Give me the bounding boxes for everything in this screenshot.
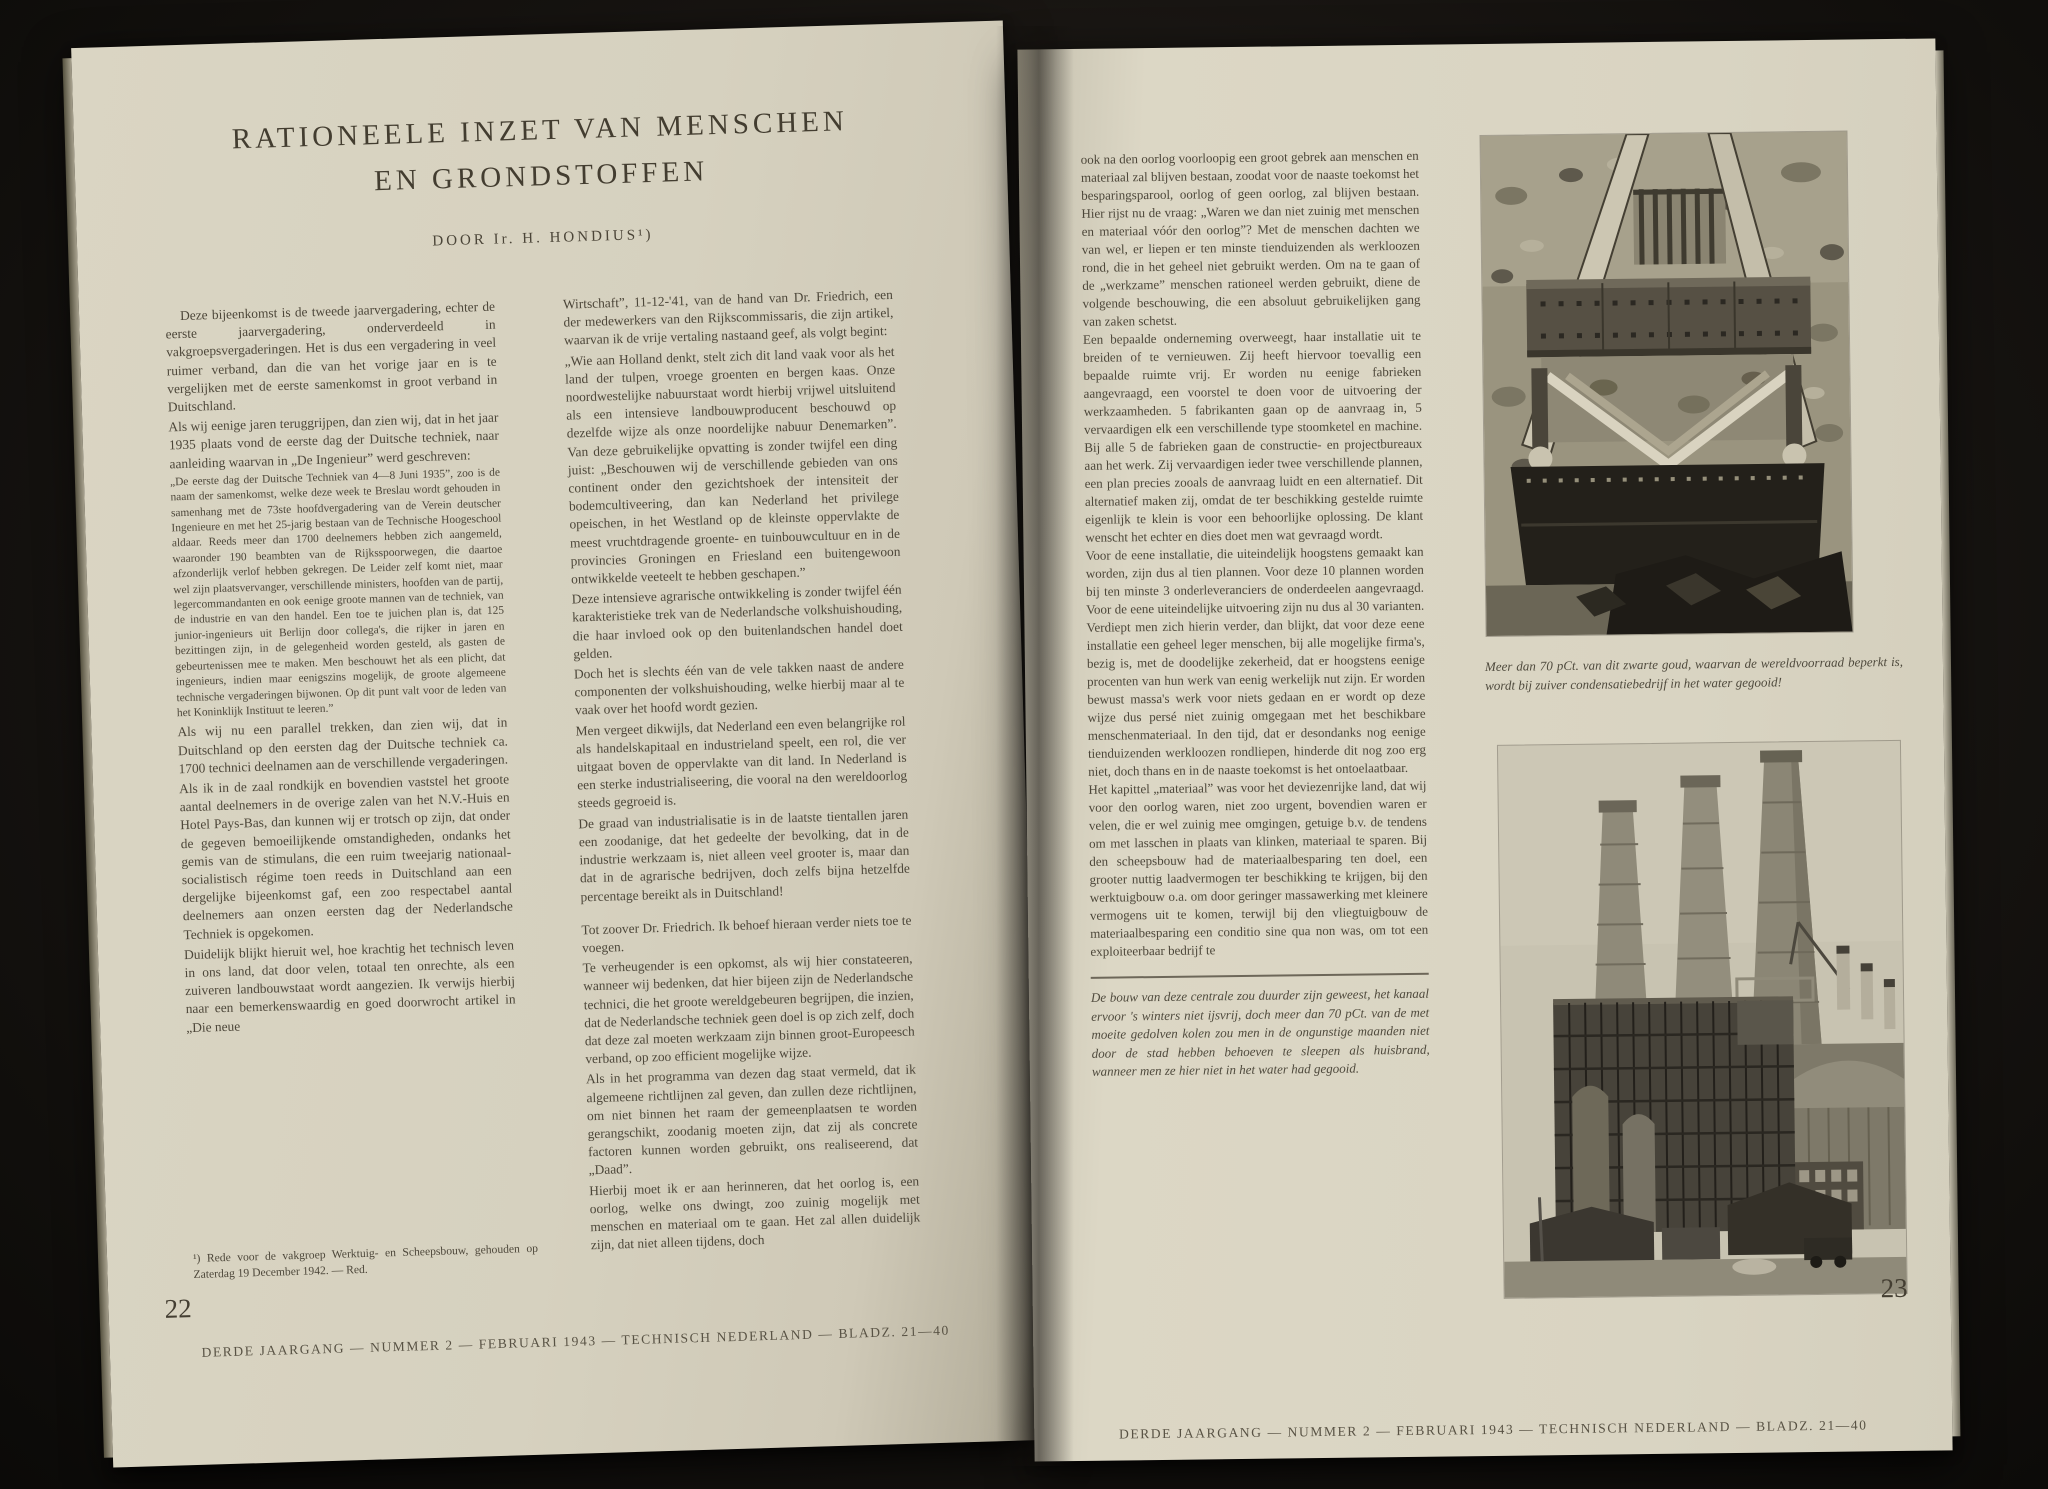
paragraph: Duidelijk blijkt hieruit wel, hoe krachtig het technisch leven in ons land, dat door velen, totaal ten onrechte, als een zuiveren landbouwstaat wordt aangezien. Ik verwijs hierbij naar een bemerkenswaardig en goed doorwrocht artikel in „Die neue	[183, 937, 516, 1035]
page-number-right: 23	[1880, 1272, 1908, 1304]
paragraph: Deze bijeenkomst is de tweede jaarvergadering, echter de eerste jaarvergadering, onderverdeeld in vakgroepsvergaderingen. Het is dus een vergadering in veel ruimer verband, dan die van het vorige jaar en is te vergelijken met de eerste samenkomst in groot verband in Duitschland.	[165, 298, 498, 415]
paragraph: Deze intensieve agrarische ontwikkeling is zonder twijfel één karakteristieke trek van de Nederlandsche volkshuishouding, die haar invloed ook op den buitenlandschen handel doet gelden.	[571, 581, 903, 662]
paragraph: Doch het is slechts één van de vele takken naast de andere componenten der volkshuishouding, welke hierbij maar al te vaak over het hoofd wordt gezien.	[573, 656, 905, 718]
article-title-line1: RATIONEELE INZET VAN MENSCHEN	[231, 105, 849, 156]
photo-caption-top: Meer dan 70 pCt. van dit zwarte goud, waarvan de wereldvoorraad beperkt is, wordt bij zuiver condensatiebedrijf in het water gegooid!	[1484, 653, 1904, 693]
block-quote: „De eerste dag der Duitsche Techniek van 4—8 Juni 1935”, zoo is de naam der samenkomst, welke deze week te Breslau wordt gehouden in samenhang met de 73ste hoofdvergadering van de Verein deutscher Ingenieure en met het 25-jarig bestaan van de Technische Hoogeschool aldaar. Reeds meer dan 1700 deelnemers hebben zich aangemeld, waaronder 190 beambten van de Rijksspoorwegen, die daartoe afzonderlijk verlof hebben gekregen. De Leider zelf komt niet, maar wel zijn plaatsvervanger, verschillende ministers, hoofden van de partij, legercommandanten en ook eenige groote mannen van de techniek, van de industrie en van den handel. Een toe te juichen plan is, dat 125 junior-ingenieurs uit Berlijn door collega's, die rijker in jaren en bezittingen zijn, in de gelegenheid worden gesteld, als gasten de gebeurtenissen mee te maken. Men beschouwt het als een plicht, dat ingenieurs, indien maar eenigszins mogelijk, de groote algemeene technische vergaderingen bijwonen. Op dit punt valt voor de leden van het Koninklijk Instituut te leeren.”	[169, 466, 507, 720]
paragraph: Te verheugender is een opkomst, als wij hier constateeren, wanneer wij bedenken, dat hier bijeen zijn de Nederlandsche technici, die het groote wereldgebeuren begrijpen, die inzien, dat de Nederlandsche techniek geen doel is op zich zelf, doch dat deze zal moeten werkzaam zijn binnen groot-Europeesch verband, op zoo efficient mogelijke wijze.	[582, 950, 915, 1067]
photo-coal-grab-image	[1480, 132, 1852, 636]
paragraph: Als ik in de zaal rondkijk en bovendien vaststel het groote aantal deelnemers in de overige zalen van het N.V.-Huis en Hotel Pays-Bas, dan kunnen wij er trotsch op zijn, dat onder de gegeven bemoeilijkende omstandigheden, ondanks het gemis van de stimulans, die een ruim tweejarig nationaal-socialistisch régime toen reeds in Duitschland aan een dergelijke bijeenkomst gaf, een zoo respectabel aantal deelnemers aan onzen eersten dag der Nederlandsche Techniek is opgekomen.	[178, 771, 514, 942]
paragraph: Voor de eene installatie, die uiteindelijk hoogstens gemaakt kan worden, zijn dus al tien plannen. Voor deze 10 plannen worden bij ten minste 3 onderleveranciers de onderdeelen aangevraagd. Voor de eene uiteindelijke uitvoering zijn nu dus al 30 varianten. Verdiept men zich hierin verder, dan blijkt, dat voor deze eene installatie een geheel leger menschen, bij alle mogelijke firma's, bezig is, met de doodelijke zekerheid, dat er hoogstens eenige procenten van hun werk van eenig werkelijk nut zijn. Er worden bewust massa's werk voor niets gedaan en er wordt op deze wijze dus persé niet zuinig omgegaan met het beschikbare menschenmateriaal. In den tijd, dat er desondanks nog eenige tienduizenden werkloozen rondliepen, hinderde dit nog zoo erg niet, doch thans en in de naaste toekomst is het ontoelaatbaar.	[1085, 543, 1427, 779]
journal-footer-left: DERDE JAARGANG — NUMMER 2 — FEBRUARI 1943 — TECHNISCH NEDERLAND — BLADZ. 21—40	[201, 1322, 951, 1360]
photo-coal-grab	[1480, 132, 1852, 636]
paragraph: Hierbij moet ik er aan herinneren, dat het oorlog is, een oorlog, welke ons dwingt, zoo zuinig mogelijk met menschen en materiaal om te gaan. Het zal allen duidelijk zijn, dat niet alleen tijdens, doch	[589, 1173, 921, 1253]
text-columns	[165, 285, 957, 1269]
paragraph: Tot zoover Dr. Friedrich. Ik behoef hieraan verder niets toe te voegen.	[581, 912, 912, 956]
paragraph: Men vergeet dikwijls, dat Nederland een even belangrijke rol als handelskapitaal en industrieland speelt, een rol, die ver uitgaat boven de oppervlakte van dit land. In Nederland is een sterke industrialiseering, die vooral na den wereldoorlog steeds gegroeid is.	[575, 713, 908, 811]
photo-power-station	[1498, 741, 1907, 1298]
photo-caption-bottom: De bouw van deze centrale zou duurder zijn geweest, het kanaal ervoor 's winters niet ijsvrij, doch meer dan 70 pCt. van de met moeite gedolven kolen zou men in de ongunstige maanden niet door de stad hebben behoeven te sleepen als huisbrand, wanneer men ze hier niet in het water had gegooid.	[1090, 985, 1430, 1079]
column-right	[1081, 147, 1430, 1082]
article-title	[74, 100, 1008, 207]
caption-rule	[1091, 973, 1429, 979]
paragraph: Een bepaalde onderneming overweegt, haar installatie uit te breiden of te vernieuwen. Zij heeft hiervoor toevallig een bepaalde ruimte vrij. Er worden nu eenige fabrieken aangevraagd, een voorstel te doen voor de uitvoering der werkzaamheden. 5 fabrikanten gaan op de aanvraag in, 5 vervaardigen elk een verschillende type stoomketel en machine. Bij alle 5 de fabrieken gaan de constructie- en projectbureaux aan het werk. Zij vervaardigen ieder twee verschillende plannen, een plan precies zooals de aanvraag luidt en een alternatief. Dit alternatief maken zij, omdat de ter beschikking gestelde ruimte eigenlijk te klein is voor een behoorlijke oplossing. De klant wenscht het echter en dies doet men wat gevraagd wordt.	[1082, 327, 1424, 545]
page-right	[1017, 38, 1952, 1461]
article-title-line2: EN GRONDSTOFFEN	[373, 155, 709, 198]
page-number-left: 22	[164, 1293, 193, 1324]
column-2	[563, 286, 921, 1257]
paragraph: Als in het programma van dezen dag staat vermeld, dat ik algemeene richtlijnen zal geven, dan zullen deze richtlijnen, om niet binnen het raam der gemeenplaatsen te worden gerangschikt, zoodanig moeten zijn, dat zij als concrete factoren kunnen worden gebruikt, ons realiseerend, dat „Daad”.	[585, 1061, 919, 1178]
paragraph: De graad van industrialisatie is in de laatste tientallen jaren een zoodanige, dat het gedeelte der bevolking, dat in de industrie werkzaam is, niet alleen veel grooter is, maar dan dat in de agrarische bedrijven, doch zelfs bijna hetzelfde percentage bereikt als in Duitschland!	[578, 806, 911, 904]
paragraph: Het kapittel „materiaal” was voor het deviezenrijke land, dat wij voor den oorlog waren, niet zoo urgent, bovendien waren er velen, die er wel zuinig mee omgingen, getuige b.v. de tendens om met lasschen in plaats van klinken, materiaal te sparen. Bij den scheepsbouw had de materiaalbesparing ten doel, een grooter nuttig laadvermogen ter beschikking te krijgen, bij den werktuigbouw o.a. om door geringer massawerking met kleinere vermogens uit te komen, terwijl bij den vliegtuigbouw de materiaalbesparing een conditio sine qua non was, om tot een exploiteerbaar bedrijf te	[1088, 777, 1429, 959]
column-1	[165, 298, 523, 1269]
paragraph: ook na den oorlog voorloopig een groot gebrek aan menschen en materiaal zal blijven bestaan, zoodat voor de naaste toekomst het besparingsparool, oorlog of geen oorlog, zal blijven bestaan. Hier rijst nu de vraag: „Waren we dan niet zuinig met menschen en materiaal vóór den oorlog”? Met de menschen dachten we van wel, er liepen er ten minste tienduizenden als werkloozen rond, die in het geheel niet gebruikt werden. Om na te gaan of de „werkzame” menschen rationeel werden gebruikt, diene de volgende beschouwing, die een absoluut gebruikelijken gang van zaken schetst.	[1080, 147, 1421, 329]
paragraph: Wirtschaft”, 11-12-'41, van de hand van Dr. Friedrich, een der medewerkers van den Rijkscommissaris, die zijn artikel, waarvan ik de vrije vertaling nastaand geef, als volgt begint:	[562, 286, 894, 349]
paragraph: „Wie aan Holland denkt, stelt zich dit land vaak voor als het land der tulpen, vroege groenten en bergen kaas. Onze noordwestelijke nabuurstaat wordt hierbij vrijwel uitsluitend als een intensieve landbouwproducent beschouwd op dezelfde wijze als onze noordelijke nabuur Denemarken”. Van deze gebruikelijke opvatting is zonder twijfel een ding juist: „Beschouwen wij de verschillende gebieden van ons continent onder den gezichtshoek der intensiteit der bodemcultiveering, dan kan Nederland het privilege opeischen, in het Westland op de kleinste oppervlakte de meest vruchtdragende groente- en tuinbouwcultuur en in de provincies Groningen en Friesland een buitengewoon ontwikkelde veeteelt te hebben geschapen.”	[564, 343, 901, 587]
photo-power-station-image	[1498, 741, 1907, 1298]
paragraph: Als wij nu een parallel trekken, dan zien wij, dat in Duitschland op den eersten dag der Duitsche techniek ca. 1700 technici deelnamen aan de verschillende vergaderingen.	[177, 714, 509, 776]
page-left	[71, 20, 1045, 1467]
journal-footer-right: DERDE JAARGANG — NUMMER 2 — FEBRUARI 1943 — TECHNISCH NEDERLAND — BLADZ. 21—40	[1118, 1417, 1868, 1442]
footnote: ¹) Rede voor de vakgroep Werktuig- en Scheepsbouw, gehouden op Zaterdag 19 December 1942. — Red.	[192, 1241, 539, 1281]
paragraph: Als wij eenige jaren teruggrijpen, dan zien wij, dat in het jaar 1935 plaats vond de eerste dag der Duitsche techniek, naar aanleiding waarvan in „De Ingenieur” werd geschreven:	[168, 409, 500, 472]
article-byline: DOOR Ir. H. HONDIUS¹)	[432, 226, 654, 250]
